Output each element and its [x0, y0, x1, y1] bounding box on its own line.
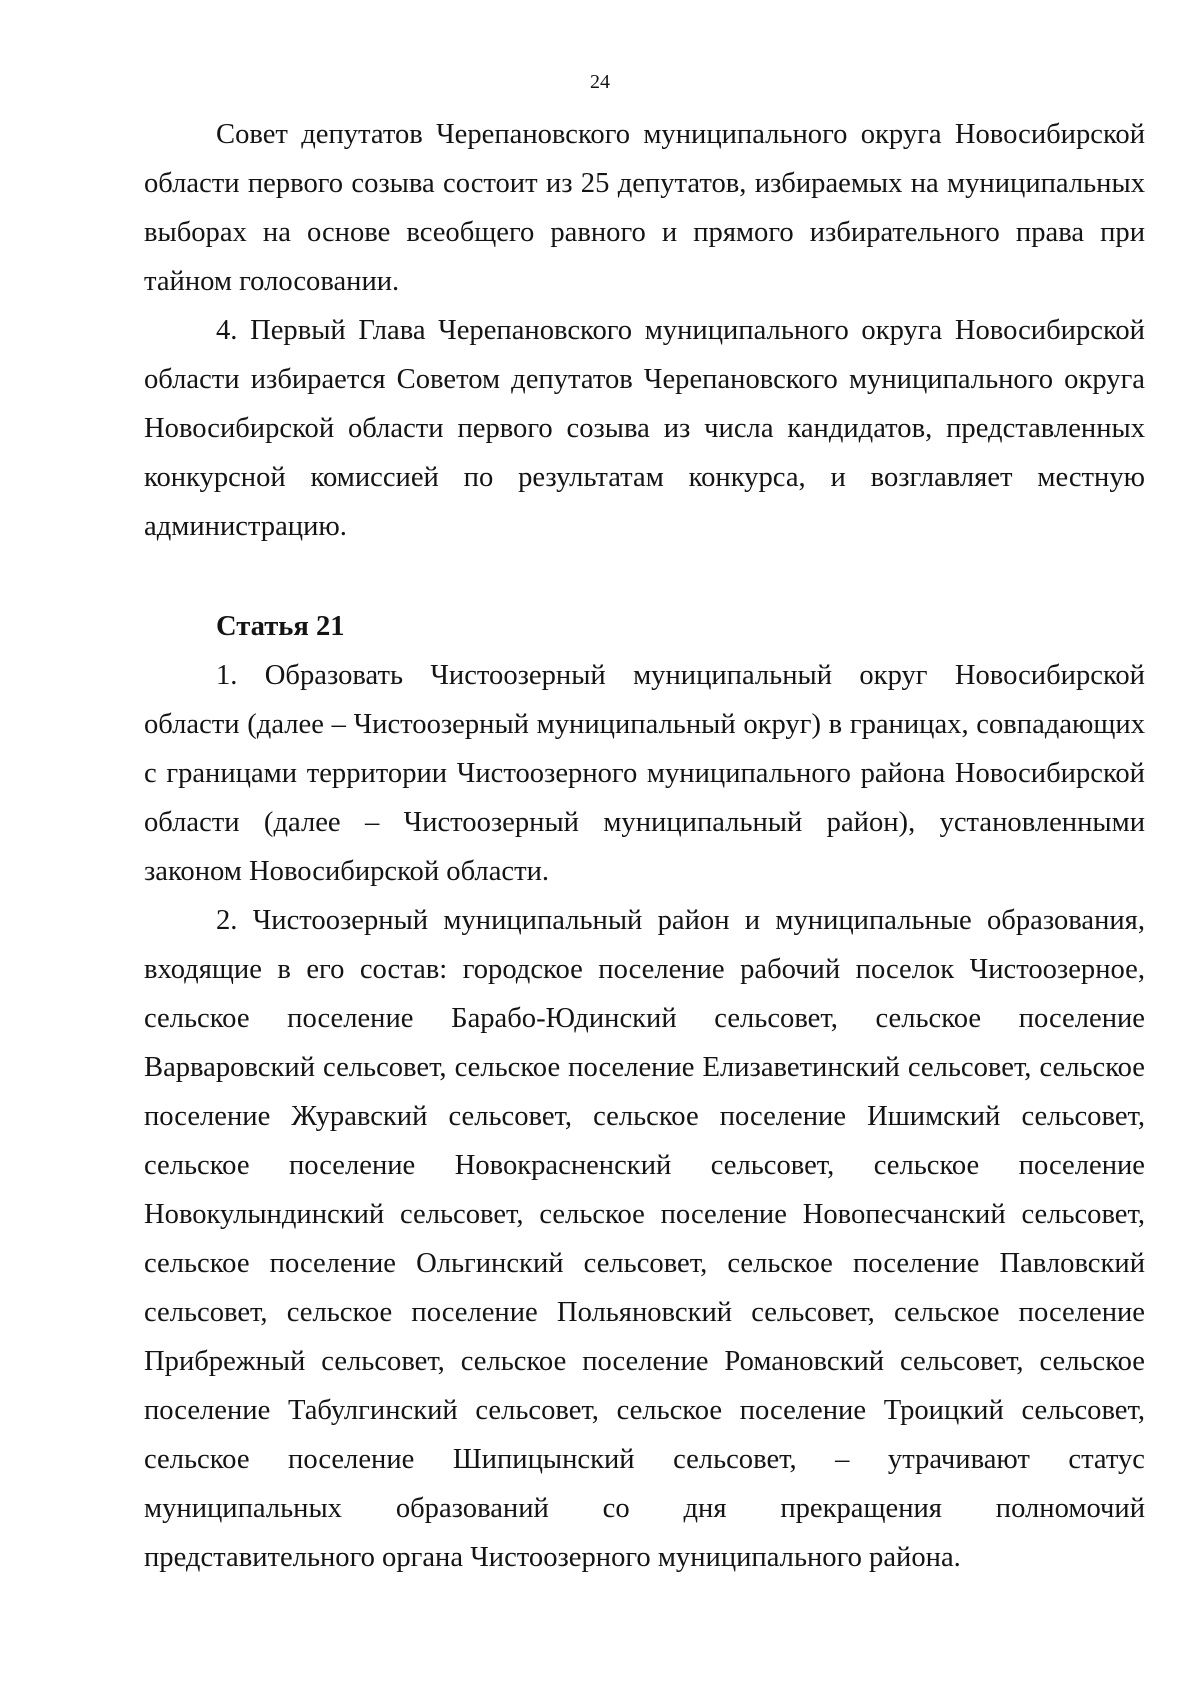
article-heading: Статья 21: [216, 611, 345, 642]
paragraph-first-head-election: 4. Первый Глава Черепановского муниципального округа Новосибирской области избирается Советом депутатов Черепановского муниципального округа Новосибирской области первого созыва из числа кандидатов, представленных конкурсной комиссией по результатам конкурса, и возглавляет местную администрацию.: [144, 315, 1145, 542]
document-body: [144, 110, 1145, 1582]
article-paragraph-2: 2. Чистоозерный муниципальный район и муниципальные образования, входящие в его состав: городское поселение рабочий поселок Чистоозерное, сельское поселение Барабо-Юдинский сельсовет, сельское поселение Варваровский сельсовет, сельское поселение Елизаветинский сельсовет, сельское поселение Журавский сельсовет, сельское поселение Ишимский сельсовет, сельское поселение Новокрасненский сельсовет, сельское поселение Новокулындинский сельсовет, сельское поселение Новопесчанский сельсовет, сельское поселение Ольгинский сельсовет, сельское поселение Павловский сельсовет, сельское поселение Польяновский сельсовет, сельское поселение Прибрежный сельсовет, сельское поселение Романовский сельсовет, сельское поселение Табулгинский сельсовет, сельское поселение Троицкий сельсовет, сельское поселение Шипицынский сельсовет, – утрачивают статус муниципальных образований со дня прекращения полномочий представительного органа Чистоозерного муниципального района.: [144, 905, 1145, 1573]
page-number: 24: [590, 71, 610, 93]
section-spacer: [144, 551, 1145, 602]
article-paragraph-1: 1. Образовать Чистоозерный муниципальный округ Новосибирской области (далее – Чистоозерный муниципальный округ) в границах, совпадающих с границами территории Чистоозерного муниципального района Новосибирской области (далее – Чистоозерный муниципальный район), установленными законом Новосибирской области.: [144, 660, 1145, 887]
paragraph-council-composition: Совет депутатов Черепановского муниципального округа Новосибирской области первого созыва состоит из 25 депутатов, избираемых на муниципальных выборах на основе всеобщего равного и прямого избирательного права при тайном голосовании.: [144, 119, 1145, 297]
